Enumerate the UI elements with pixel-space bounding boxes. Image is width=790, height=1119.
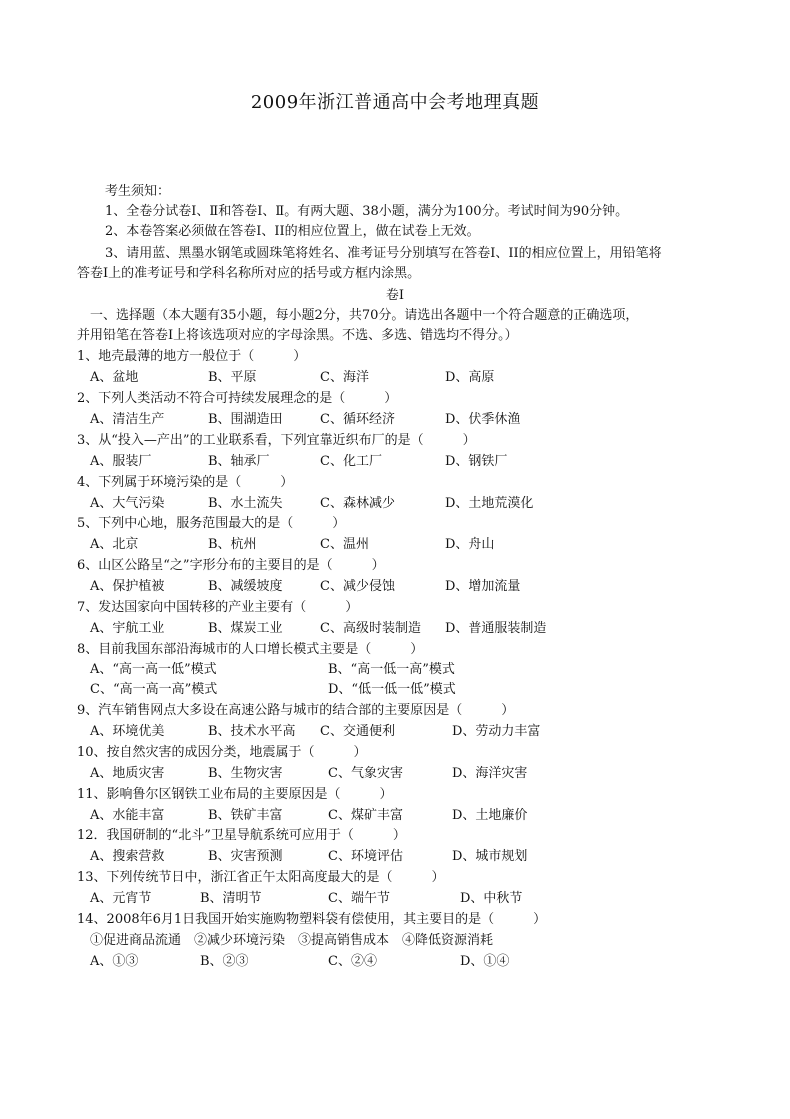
notice-item-2: 2、本卷答案必须做在答卷Ⅰ、II的相应位置上，做在试卷上无效。: [105, 224, 480, 239]
option-c: C、环境评估: [328, 849, 403, 864]
option-a: A、盆地: [90, 370, 139, 385]
notice-item-1: 1、全卷分试卷Ⅰ、Ⅱ和答卷Ⅰ、Ⅱ。有两大题、38小题，满分为100分。考试时间为90分钟。: [105, 204, 629, 219]
option-d: D、普通服装制造: [445, 621, 547, 636]
option-b: B、②③: [200, 954, 249, 969]
option-d: D、土地廉价: [452, 808, 528, 823]
option-b: B、“高一低一高”模式: [328, 662, 455, 677]
question-stem: 1、地壳最薄的地方一般位于（ ）: [77, 349, 307, 364]
page-title: 2009年浙江普通高中会考地理真题: [250, 92, 540, 113]
option-d: D、①④: [460, 954, 510, 969]
option-d: D、钢铁厂: [445, 454, 508, 469]
section-heading: 卷Ⅰ: [385, 288, 405, 303]
option-d: D、城市规划: [452, 849, 528, 864]
option-a: A、①③: [90, 954, 139, 969]
option-b: B、清明节: [200, 891, 262, 906]
option-b: B、轴承厂: [208, 454, 270, 469]
option-d: D、“低一低一低”模式: [328, 682, 456, 697]
question-stem: 11、影响鲁尔区钢铁工业布局的主要原因是（ ）: [77, 787, 393, 802]
option-d: D、中秋节: [460, 891, 523, 906]
question-stem: 4、下列属于环境污染的是（ ）: [77, 475, 294, 490]
option-b: B、减缓坡度: [208, 579, 283, 594]
part1-instructions-cont: 并用铅笔在答卷Ⅰ上将该选项对应的字母涂黑。不选、多选、错选均不得分。）: [77, 328, 518, 343]
question-stem: 9、汽车销售网点大多设在高速公路与城市的结合部的主要原因是（ ）: [77, 703, 515, 718]
option-b: B、围湖造田: [208, 412, 283, 427]
option-c: C、减少侵蚀: [320, 579, 395, 594]
option-d: D、土地荒漠化: [445, 496, 534, 511]
question-stem: 3、从“投入—产出”的工业联系看，下列宜靠近织布厂的是（ ）: [77, 433, 476, 448]
option-a: A、“高一高一低”模式: [90, 662, 217, 677]
question-stem: 7、发达国家向中国转移的产业主要有（ ）: [77, 600, 359, 615]
notice-item-3-cont: 答卷Ⅰ上的准考证号和学科名称所对应的括号或方框内涂黑。: [77, 266, 421, 281]
question-stem: 10、按自然灾害的成因分类，地震属于（ ）: [77, 745, 367, 760]
notice-item-3: 3、请用蓝、黑墨水钢笔或圆珠笔将姓名、准考证号分别填写在答卷Ⅰ、II的相应位置上，用铅笔将: [105, 246, 662, 261]
option-a: A、环境优美: [90, 724, 165, 739]
option-c: C、交通便利: [320, 724, 395, 739]
option-b: B、平原: [208, 370, 257, 385]
option-c: C、森林减少: [320, 496, 395, 511]
notice-heading: 考生须知：: [105, 184, 171, 199]
option-b: B、杭州: [208, 537, 257, 552]
option-b: B、技术水平高: [208, 724, 296, 739]
option-d: D、劳动力丰富: [452, 724, 541, 739]
option-a: A、保护植被: [90, 579, 165, 594]
option-a: A、北京: [90, 537, 139, 552]
option-c: C、化工厂: [320, 454, 382, 469]
option-c: C、高级时装制造: [320, 621, 421, 636]
option-c: C、温州: [320, 537, 369, 552]
option-a: A、地质灾害: [90, 766, 165, 781]
option-d: D、海洋灾害: [452, 766, 528, 781]
option-b: B、水土流失: [208, 496, 283, 511]
option-b: B、生物灾害: [208, 766, 283, 781]
question-stem: 2、下列人类活动不符合可持续发展理念的是（ ）: [77, 391, 398, 406]
option-c: C、“高一高一高”模式: [90, 682, 218, 697]
option-a: A、宇航工业: [90, 621, 165, 636]
option-d: D、伏季休渔: [445, 412, 521, 427]
option-a: A、服装厂: [90, 454, 152, 469]
question-stem: 6、山区公路呈“之”字形分布的主要目的是（ ）: [77, 558, 385, 573]
question-stem: 5、下列中心地，服务范围最大的是（ ）: [77, 516, 346, 531]
question-statements: ①促进商品流通 ②减少环境污染 ③提高销售成本 ④降低资源消耗: [90, 933, 494, 948]
option-c: C、气象灾害: [328, 766, 403, 781]
option-c: C、海洋: [320, 370, 369, 385]
option-c: C、②④: [328, 954, 377, 969]
part1-instructions: 一、选择题（本大题有35小题，每小题2分，共70分。请选出各题中一个符合题意的正确选项，: [90, 308, 639, 323]
question-stem: 8、目前我国东部沿海城市的人口增长模式主要是（ ）: [77, 642, 424, 657]
option-b: B、灾害预测: [208, 849, 283, 864]
option-a: A、搜索营救: [90, 849, 165, 864]
option-a: A、清洁生产: [90, 412, 165, 427]
option-d: D、高原: [445, 370, 495, 385]
option-a: A、水能丰富: [90, 808, 165, 823]
question-stem: 12．我国研制的“北斗”卫星导航系统可应用于（ ）: [77, 828, 406, 843]
option-c: C、端午节: [328, 891, 390, 906]
option-c: C、循环经济: [320, 412, 395, 427]
option-d: D、舟山: [445, 537, 495, 552]
option-a: A、元宵节: [90, 891, 152, 906]
option-b: B、煤炭工业: [208, 621, 283, 636]
question-stem: 13、下列传统节日中，浙江省正午太阳高度最大的是（ ）: [77, 870, 445, 885]
option-a: A、大气污染: [90, 496, 165, 511]
option-d: D、增加流量: [445, 579, 521, 594]
option-b: B、铁矿丰富: [208, 808, 283, 823]
question-stem: 14、2008年6月1日我国开始实施购物塑料袋有偿使用，其主要目的是（ ）: [77, 912, 547, 927]
option-c: C、煤矿丰富: [328, 808, 403, 823]
